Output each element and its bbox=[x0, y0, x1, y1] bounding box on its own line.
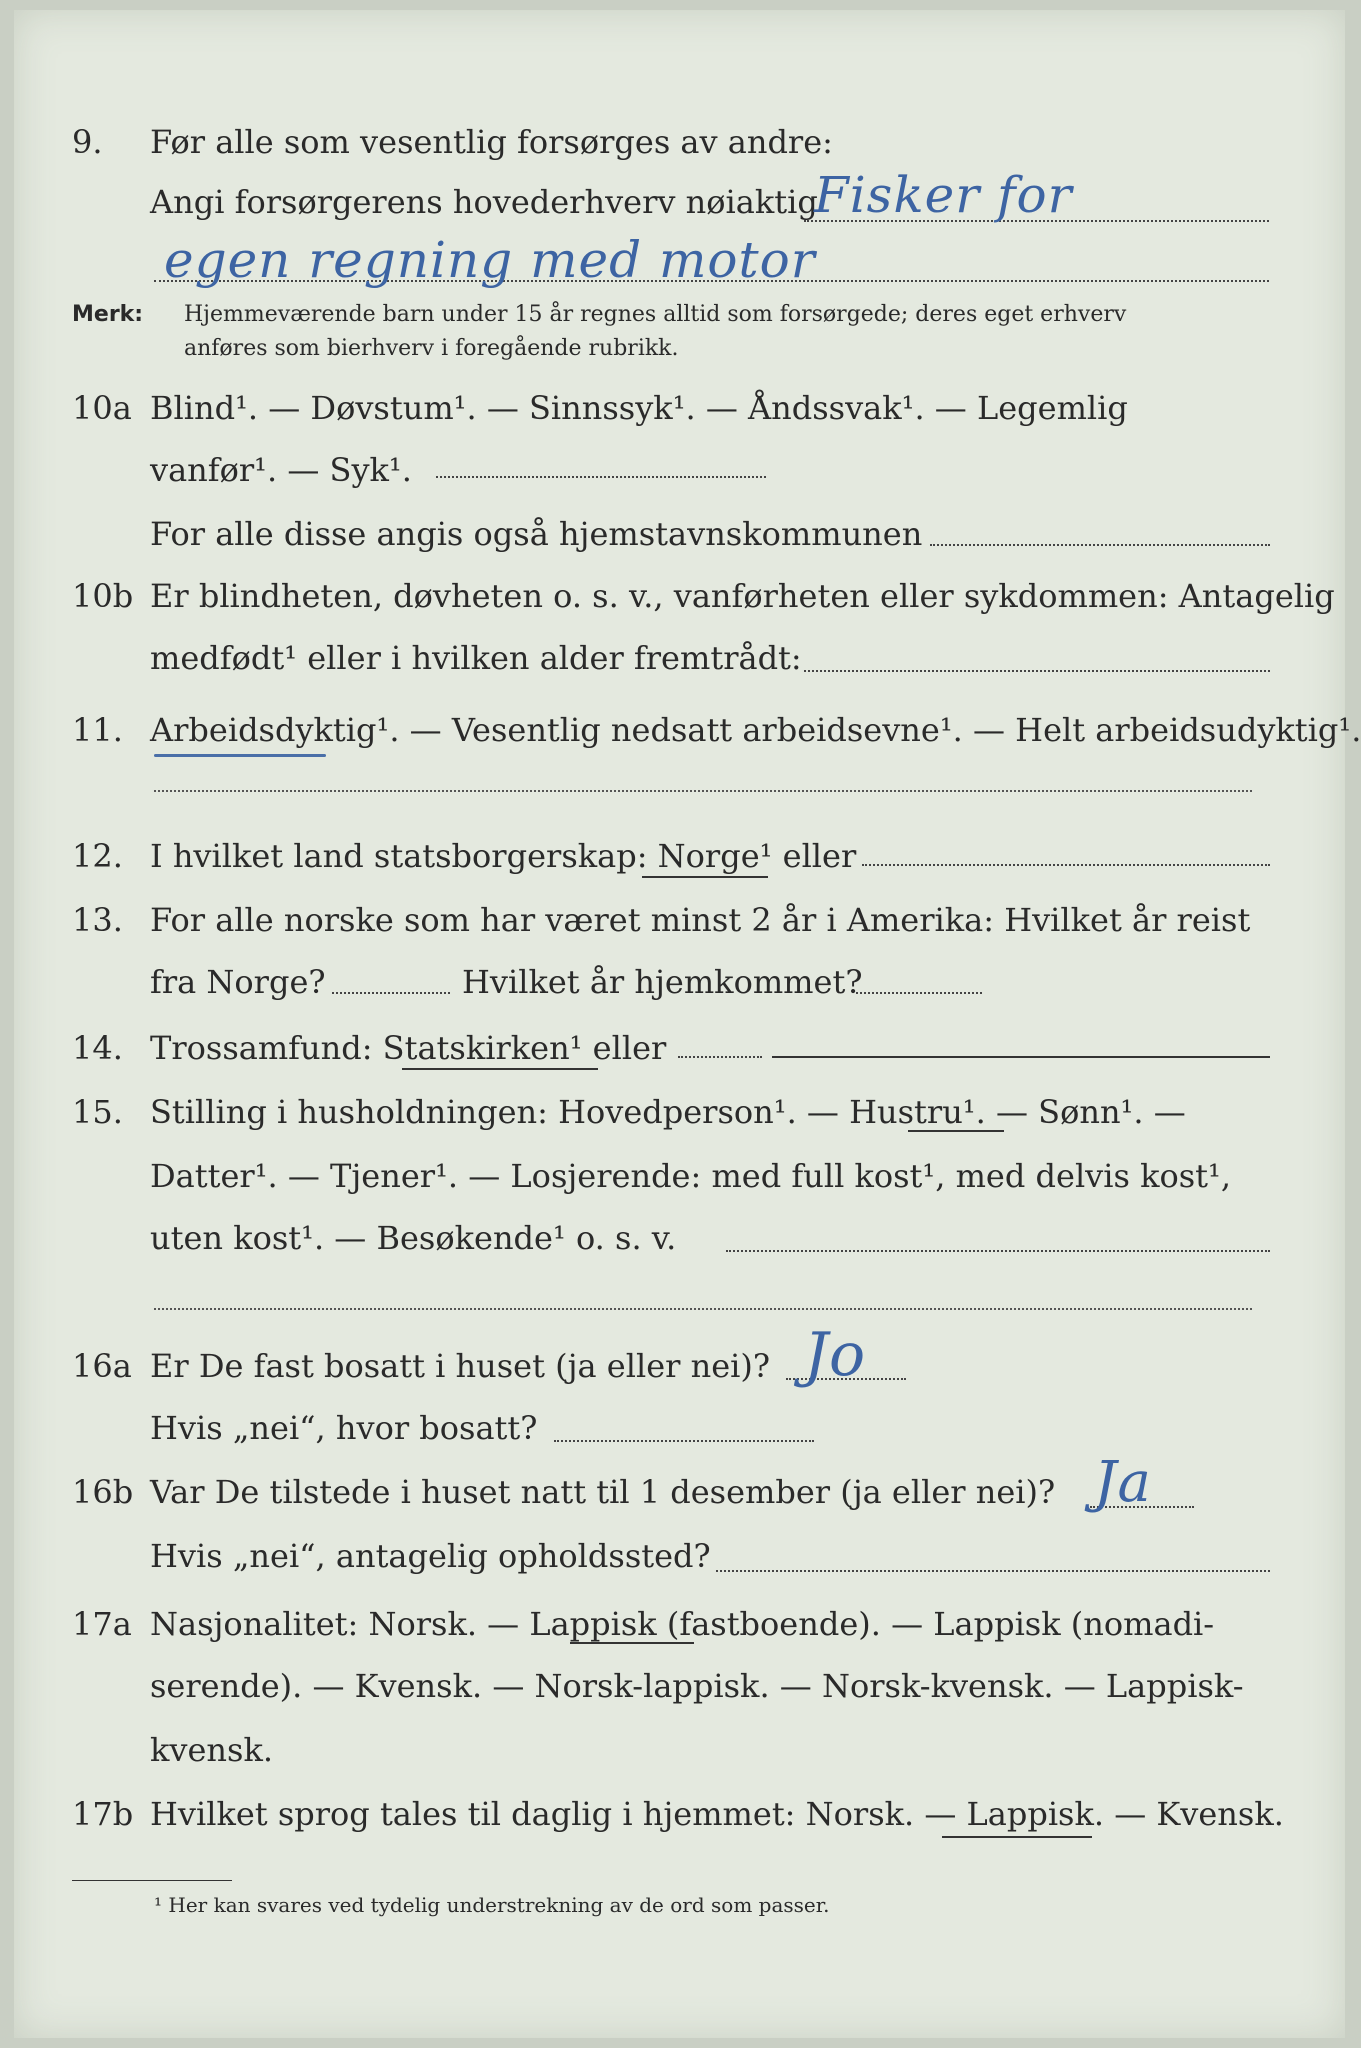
q10a-hjemstavn-line bbox=[930, 544, 1270, 546]
q17b-number: 17b bbox=[72, 1795, 134, 1833]
q16a-bosatt-line bbox=[554, 1440, 814, 1442]
q10a-number: 10a bbox=[72, 389, 132, 427]
q15-separator bbox=[154, 1308, 1252, 1310]
q13-number: 13. bbox=[72, 901, 123, 939]
q15-line2: Datter¹. — Tjener¹. — Losjerende: med full kost¹, med delvis kost¹, bbox=[150, 1157, 1232, 1195]
q10b-line2: medfødt¹ eller i hvilken alder fremtrådt: bbox=[150, 639, 802, 677]
merk-line2: anføres som bierhverv i foregående rubrikk. bbox=[184, 336, 679, 361]
q11-underline-arbeidsdyktig bbox=[154, 754, 326, 757]
q9-number: 9. bbox=[72, 123, 103, 161]
q16a-handwritten-answer: Jo bbox=[804, 1320, 867, 1390]
q16b-opholdssted-line bbox=[716, 1570, 1270, 1572]
q16a-number: 16a bbox=[72, 1347, 132, 1385]
q12-number: 12. bbox=[72, 837, 123, 875]
q15-underline-hustru bbox=[908, 1130, 1004, 1132]
q14-number: 14. bbox=[72, 1029, 123, 1067]
q10a-line2: vanfør¹. — Syk¹. bbox=[150, 451, 412, 489]
q9-handwritten-answer2: egen regning med motor bbox=[164, 231, 816, 289]
merk-label: Merk: bbox=[72, 302, 144, 327]
q17a-number: 17a bbox=[72, 1605, 132, 1643]
q16a-line2: Hvis „nei“, hvor bosatt? bbox=[150, 1409, 538, 1447]
q13-line1: For alle norske som har været minst 2 år i Amerika: Hvilket år reist bbox=[150, 901, 1251, 939]
q17a-line3: kvensk. bbox=[150, 1731, 273, 1769]
q17a-line2: serende). — Kvensk. — Norsk-lappisk. — Norsk-kvensk. — Lappisk- bbox=[150, 1667, 1244, 1705]
q9-line1: Før alle som vesentlig forsørges av andre: bbox=[150, 123, 833, 161]
q10a-line3: For alle disse angis også hjemstavnskommunen bbox=[150, 515, 923, 553]
q16b-handwritten-answer: Ja bbox=[1094, 1450, 1152, 1515]
q14-text: Trossamfund: Statskirken¹ eller bbox=[150, 1029, 667, 1067]
census-form-page bbox=[14, 10, 1361, 2038]
q12-underline-norge bbox=[642, 876, 768, 878]
q12-answer-line bbox=[862, 864, 1270, 866]
q10a-syk-line bbox=[436, 476, 766, 478]
q16b-number: 16b bbox=[72, 1473, 134, 1511]
q15-answer-line bbox=[726, 1250, 1270, 1252]
q11-number: 11. bbox=[72, 711, 123, 749]
q17b-text: Hvilket sprog tales til daglig i hjemmet: Norsk. — Lappisk. — Kvensk. bbox=[150, 1795, 1284, 1833]
q14-answer-line1 bbox=[678, 1056, 762, 1058]
q13-reist-line bbox=[332, 992, 450, 994]
footnote-divider bbox=[72, 1880, 232, 1881]
q15-line3: uten kost¹. — Besøkende¹ o. s. v. bbox=[150, 1219, 677, 1257]
q10b-number: 10b bbox=[72, 577, 134, 615]
q15-line1: Stilling i husholdningen: Hovedperson¹. — Hustru¹. — Sønn¹. — bbox=[150, 1093, 1186, 1131]
merk-line1: Hjemmeværende barn under 15 år regnes alltid som forsørgede; deres eget erhverv bbox=[184, 302, 1127, 327]
q11-separator bbox=[154, 790, 1252, 792]
q9-line2: Angi forsørgerens hovederhverv nøiaktig bbox=[150, 183, 818, 221]
q17a-line1: Nasjonalitet: Norsk. — Lappisk (fastboende). — Lappisk (nomadi- bbox=[150, 1605, 1215, 1643]
q11-text: Arbeidsdyktig¹. — Vesentlig nedsatt arbeidsevne¹. — Helt arbeidsudyktig¹. bbox=[150, 711, 1361, 749]
q13-line2b: Hvilket år hjemkommet? bbox=[462, 963, 863, 1001]
q9-handwritten-answer1: Fisker for bbox=[814, 166, 1073, 224]
q14-underline-statskirken bbox=[402, 1068, 598, 1070]
q16a-line1: Er De fast bosatt i huset (ja eller nei)? bbox=[150, 1347, 771, 1385]
q15-number: 15. bbox=[72, 1093, 123, 1131]
q10b-line1: Er blindheten, døvheten o. s. v., vanførheten eller sykdommen: Antagelig bbox=[150, 577, 1335, 615]
q14-answer-line2 bbox=[772, 1056, 1270, 1058]
q13-line2a: fra Norge? bbox=[150, 963, 326, 1001]
q16b-line2: Hvis „nei“, antagelig opholdssted? bbox=[150, 1537, 711, 1575]
footnote: ¹ Her kan svares ved tydelig understrekning av de ord som passer. bbox=[154, 1893, 830, 1917]
q10b-answer-line bbox=[804, 670, 1270, 672]
q13-hjemkommet-line bbox=[856, 992, 982, 994]
q17a-underline-lappisk bbox=[570, 1642, 694, 1644]
q16b-line1: Var De tilstede i huset natt til 1 desember (ja eller nei)? bbox=[150, 1473, 1056, 1511]
q12-text: I hvilket land statsborgerskap: Norge¹ eller bbox=[150, 837, 857, 875]
q10a-line1: Blind¹. — Døvstum¹. — Sinnssyk¹. — Åndssvak¹. — Legemlig bbox=[150, 389, 1128, 427]
q17b-underline-lappisk bbox=[942, 1836, 1092, 1838]
